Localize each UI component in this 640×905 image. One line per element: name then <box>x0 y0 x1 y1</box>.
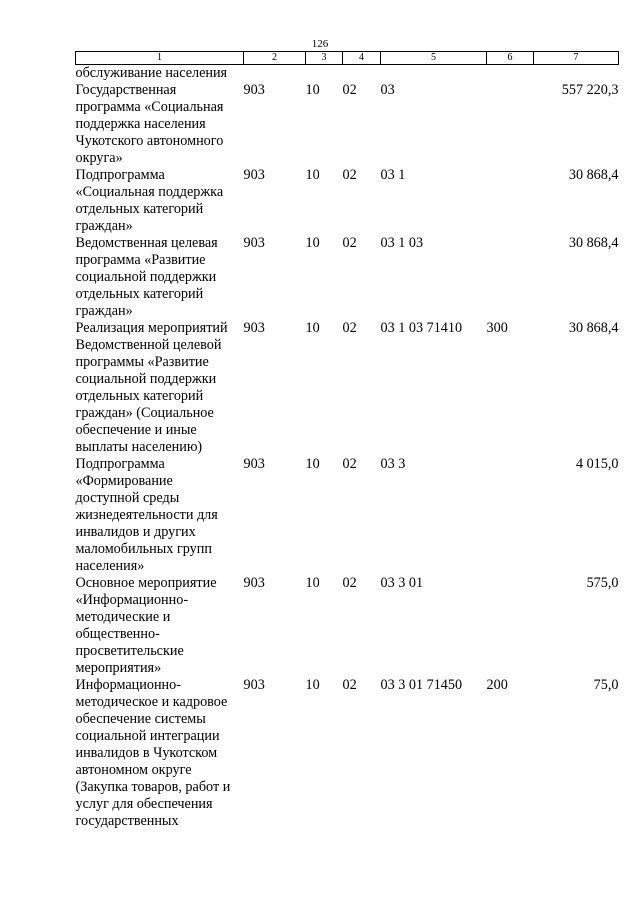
row-ministry-code: 903 <box>243 677 265 693</box>
table-row <box>76 167 619 235</box>
row-subsection-code: 02 <box>342 235 357 251</box>
row-section-code: 10 <box>305 575 320 591</box>
row-section-code <box>306 65 343 83</box>
row-expense-type <box>487 167 534 235</box>
row-ministry-code: 903 <box>243 235 265 251</box>
row-expense-type <box>487 65 534 83</box>
row-section-code: 10 <box>305 167 320 183</box>
row-section-code: 10 <box>305 456 320 472</box>
row-target-article: 03 1 03 <box>380 235 424 251</box>
row-target-article: 03 1 <box>380 167 406 183</box>
row-name: Подпрограмма «Социальная поддержка отдельных категорий граждан» <box>75 167 224 234</box>
row-target-article: 03 3 01 <box>380 575 424 591</box>
row-target-article <box>381 65 487 83</box>
row-target-article: 03 3 <box>380 456 406 472</box>
row-expense-type <box>487 82 534 167</box>
row-expense-type: 200 <box>486 677 508 693</box>
row-name: обслуживание населения <box>75 65 228 81</box>
row-subsection-code: 02 <box>342 575 357 591</box>
row-subsection-code: 02 <box>342 167 357 183</box>
column-header-1: 1 <box>76 52 244 65</box>
row-target-article: 03 3 01 71450 <box>380 677 463 693</box>
row-amount: 557 220,3 <box>561 82 619 98</box>
row-amount: 575,0 <box>586 575 619 591</box>
row-subsection-code: 02 <box>342 456 357 472</box>
table-header <box>76 52 619 65</box>
row-expense-type: 300 <box>486 320 508 336</box>
row-name: Основное мероприятие «Информационно- методические и общественно- просветительские мероприятия» <box>75 575 217 676</box>
row-ministry-code <box>244 65 306 83</box>
row-ministry-code: 903 <box>243 167 265 183</box>
table-row <box>76 65 619 83</box>
column-header-3: 3 <box>306 52 343 65</box>
row-ministry-code: 903 <box>243 320 265 336</box>
row-expense-type <box>487 575 534 677</box>
row-name: Реализация мероприятий Ведомственной целевой программы «Развитие социальной поддержки отдельных категорий граждан» (Социальное обеспечение и иные выплаты населению) <box>75 320 228 455</box>
table-row <box>76 677 619 830</box>
row-name: Подпрограмма «Формирование доступной среды жизнедеятельности для инвалидов и других маломобильных групп населения» <box>75 456 218 574</box>
table-row <box>76 320 619 456</box>
row-amount: 30 868,4 <box>568 320 619 336</box>
table-row <box>76 235 619 320</box>
row-amount: 30 868,4 <box>568 167 619 183</box>
row-subsection-code: 02 <box>342 320 357 336</box>
column-header-5: 5 <box>381 52 487 65</box>
row-ministry-code: 903 <box>243 456 265 472</box>
row-name: Информационно- методическое и кадровое обеспечение системы социальной интеграции инвалидов в Чукотском автономном округе (Закупка товаров, работ и услуг для обеспечения государственных <box>75 677 231 829</box>
row-amount: 4 015,0 <box>575 456 619 472</box>
table-row <box>76 456 619 575</box>
row-subsection-code: 02 <box>342 82 357 98</box>
row-expense-type <box>487 235 534 320</box>
table-row <box>76 82 619 167</box>
column-header-6: 6 <box>487 52 534 65</box>
row-target-article: 03 1 03 71410 <box>380 320 463 336</box>
row-section-code: 10 <box>305 320 320 336</box>
column-header-4: 4 <box>343 52 381 65</box>
row-name: Ведомственная целевая программа «Развитие социальной поддержки отдельных категорий граждан» <box>75 235 218 319</box>
row-amount: 75,0 <box>593 677 619 693</box>
row-subsection-code: 02 <box>342 677 357 693</box>
row-expense-type <box>487 456 534 575</box>
column-header-7: 7 <box>534 52 619 65</box>
row-ministry-code: 903 <box>243 575 265 591</box>
column-header-2: 2 <box>244 52 306 65</box>
budget-table <box>75 51 619 830</box>
row-section-code: 10 <box>305 235 320 251</box>
row-name: Государственная программа «Социальная поддержка населения Чукотского автономного округа» <box>75 82 224 166</box>
row-amount <box>534 65 619 83</box>
header-row <box>76 52 619 65</box>
row-target-article: 03 <box>380 82 395 98</box>
page-number: 126 <box>311 38 329 50</box>
table-row <box>76 575 619 677</box>
row-subsection-code <box>343 65 381 83</box>
row-amount: 30 868,4 <box>568 235 619 251</box>
row-ministry-code: 903 <box>243 82 265 98</box>
row-section-code: 10 <box>305 677 320 693</box>
row-section-code: 10 <box>305 82 320 98</box>
